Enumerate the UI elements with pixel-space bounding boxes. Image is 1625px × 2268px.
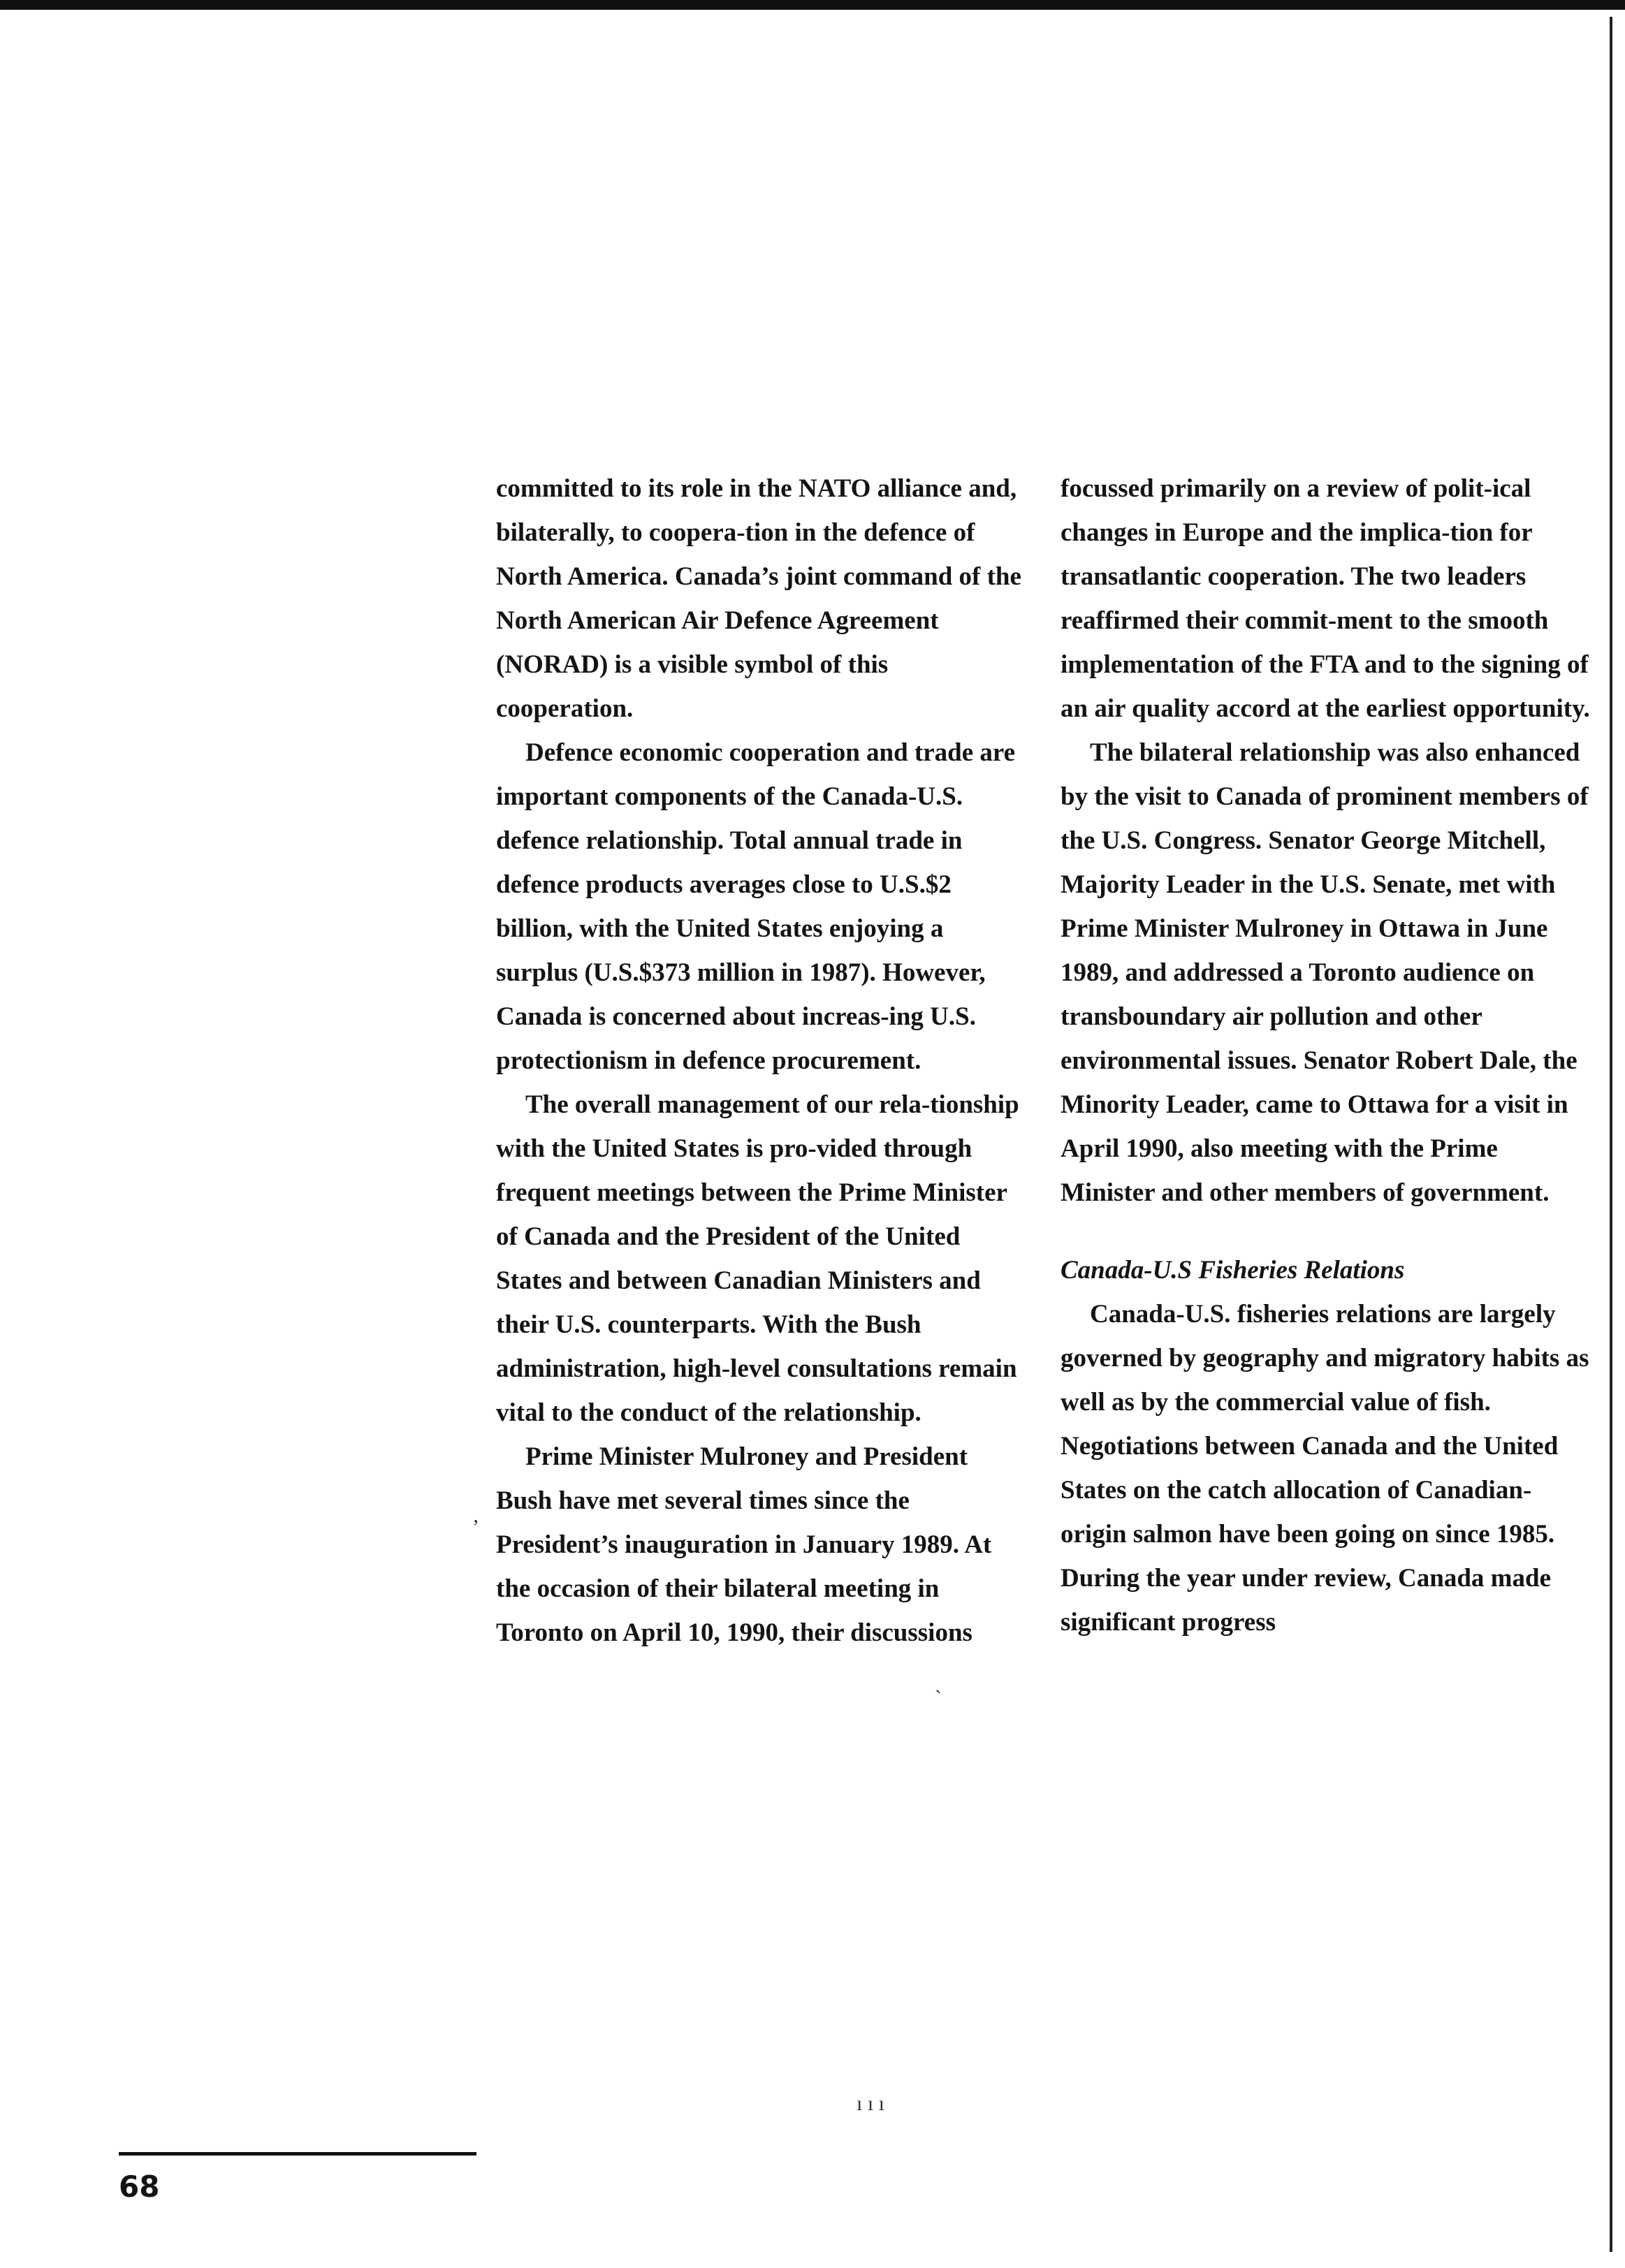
- left-text-column: [496, 467, 1027, 1655]
- paragraph: The overall management of our rela-tionship with the United States is pro-vided through frequent meetings between the Prime Minister of Canada and the President of the United States and between Canadian Ministers and their U.S. counterparts. With the Bush administration, high-level consultations remain vital to the conduct of the relationship.: [496, 1090, 1019, 1427]
- paragraph: focussed primarily on a review of polit-ical changes in Europe and the implica-tion for transatlantic cooperation. The two leaders reaffirmed their commit-ment to the smooth implementation of the FTA and to the signing of an air quality accord at the earliest opportunity.: [1061, 474, 1590, 723]
- paragraph: Defence economic cooperation and trade are important components of the Canada-U.S. defence relationship. Total annual trade in defence products averages close to U.S.$2 billion, with the United States enjoying a surplus (U.S.$373 million in 1987). However, Canada is concerned about increas-ing U.S. protectionism in defence procurement.: [496, 738, 1016, 1075]
- top-border-rule: [0, 0, 1625, 10]
- paragraph: The bilateral relationship was also enhanced by the visit to Canada of prominent members of the U.S. Congress. Senator George Mitchell, Majority Leader in the U.S. Senate, met with Prime Minister Mulroney in Ottawa in June 1989, and addressed a Toronto audience on transboundary air pollution and other environmental issues. Senator Robert Dale, the Minority Leader, came to Ottawa for a visit in April 1990, also meeting with the Prime Minister and other members of government.: [1061, 738, 1589, 1207]
- paragraph: Canada-U.S. fisheries relations are largely governed by geography and migratory habits as well as by the commercial value of fish. Negotiations between Canada and the United States on the catch allocation of Canadian-origin salmon have been going on since 1985. During the year under review, Canada made significant progress: [1061, 1300, 1589, 1637]
- right-text-column: [1061, 467, 1591, 1644]
- stray-mark: ˏ: [935, 1671, 942, 1694]
- page-number: 68: [119, 2170, 160, 2204]
- paragraph: committed to its role in the NATO alliance and, bilaterally, to coopera-tion in the defence of North America. Canada’s joint command of the North American Air Defence Agreement (NORAD) is a visible symbol of this cooperation.: [496, 474, 1021, 723]
- paragraph: Prime Minister Mulroney and President Bush have met several times since the President’s inauguration in January 1989. At the occasion of their bilateral meeting in Toronto on April 10, 1990, their discussions: [496, 1442, 992, 1647]
- stray-mark: ı ı ı: [857, 2092, 885, 2115]
- section-heading: Canada-U.S Fisheries Relations: [1061, 1256, 1405, 1285]
- footer-rule: [119, 2152, 476, 2156]
- page-edge-shadow: [1610, 17, 1612, 2252]
- stray-mark: ʼ: [472, 1516, 479, 1539]
